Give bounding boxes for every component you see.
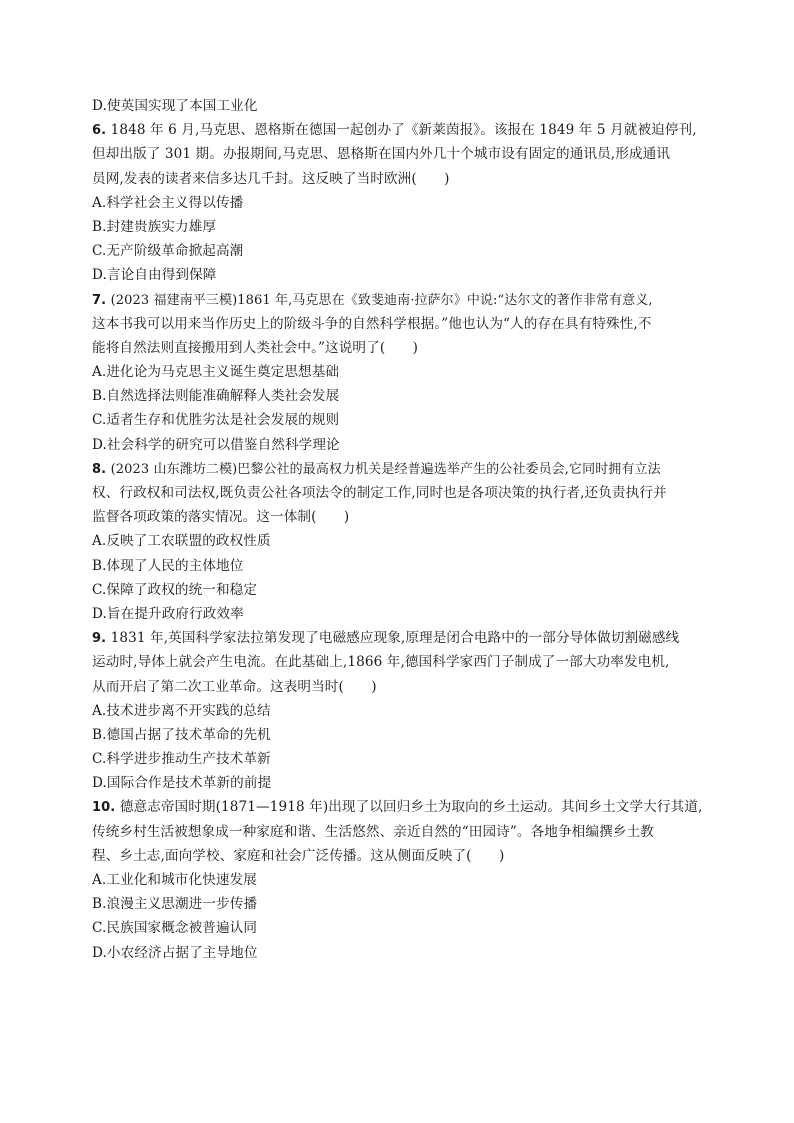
question-7-line-2: 这本书我可以用来当作历史上的阶级斗争的自然科学根据。”他也认为“人的存在具有特殊性,不	[92, 315, 652, 332]
question-6-option-c: C.无产阶级革命掀起高潮	[92, 243, 244, 260]
question-9-text-1: 1831 年,英国科学家法拉第发现了电磁感应现象,原理是闭合电路中的一部分导体做切割磁感线	[110, 630, 680, 647]
q5-option-d: D.使英国实现了本国工业化	[92, 98, 258, 114]
question-9-option-d: D.国际合作是技术革新的前提	[92, 775, 272, 792]
question-8-option-c: C.保障了政权的统一和稳定	[92, 581, 258, 598]
question-10	[92, 795, 704, 964]
question-7-option-a: A.进化论为马克思主义诞生奠定思想基础	[92, 364, 340, 381]
question-9-option-b: B.德国占据了技术革命的先机	[92, 726, 271, 743]
question-8-text-1: (2023 山东潍坊二模)巴黎公社的最高权力机关是经普遍选举产生的公社委员会,它同时拥有立法	[110, 461, 661, 477]
question-6	[92, 118, 704, 287]
question-7-option-b: B.自然选择法则能准确解释人类社会发展	[92, 388, 340, 405]
question-10-number: 10.	[92, 800, 116, 816]
question-8-option-a: A.反映了工农联盟的政权性质	[92, 533, 271, 550]
question-9-option-c: C.科学进步推动生产技术革新	[92, 751, 271, 768]
question-8-line-3: 监督各项政策的落实情况。这一体制( )	[92, 509, 350, 526]
question-9-line-1	[92, 626, 704, 650]
question-6-option-d: D.言论自由得到保障	[92, 267, 217, 284]
question-6-option-a: A.科学社会主义得以传播	[92, 194, 244, 211]
question-8-option-b: B.体现了人民的主体地位	[92, 557, 244, 574]
question-10-option-b: B.浪漫主义思潮进一步传播	[92, 896, 258, 913]
question-7-number: 7.	[92, 292, 107, 308]
question-10-line-1	[92, 795, 704, 819]
question-6-line-3: 员网,发表的读者来信多达几千封。这反映了当时欧洲( )	[92, 170, 450, 187]
question-8-number: 8.	[92, 461, 107, 477]
question-7-line-3: 能将自然法则直接搬用到人类社会中。”这说明了( )	[92, 339, 419, 356]
question-10-text-1: 德意志帝国时期(1871—1918 年)出现了以回归乡土为取向的乡土运动。其间乡土文学大行其道,	[119, 799, 703, 816]
exam-page	[92, 94, 704, 965]
question-8-line-2: 权、行政权和司法权,既负责公社各项法令的制定工作,同时也是各项决策的执行者,还负责执行并	[92, 485, 667, 501]
question-6-line-1	[92, 118, 704, 142]
question-8	[92, 457, 704, 626]
question-9-number: 9.	[92, 631, 107, 647]
question-10-option-c: C.民族国家概念被普遍认同	[92, 920, 258, 937]
question-7-option-d: D.社会科学的研究可以借鉴自然科学理论	[92, 436, 340, 453]
question-7-option-c: C.适者生存和优胜劣汰是社会发展的规则	[92, 412, 340, 429]
question-6-option-b: B.封建贵族实力雄厚	[92, 218, 217, 235]
question-7-line-1	[92, 288, 704, 312]
question-10-line-3: 程、乡土志,面向学校、家庭和社会广泛传播。这从侧面反映了( )	[92, 847, 505, 864]
question-9-line-3: 从而开启了第二次工业革命。这表明当时( )	[92, 678, 377, 695]
question-6-number: 6.	[92, 123, 107, 139]
question-10-option-d: D.小农经济占据了主导地位	[92, 944, 258, 961]
question-10-line-2: 传统乡村生活被想象成一种家庭和谐、生活悠然、亲近自然的“田园诗”。各地争相编撰乡土教	[92, 823, 654, 840]
question-8-line-1	[92, 457, 704, 481]
question-10-option-a: A.工业化和城市化快速发展	[92, 872, 257, 888]
question-9-option-a: A.技术进步离不开实践的总结	[92, 702, 271, 719]
question-8-option-d: D.旨在提升政府行政效率	[92, 605, 244, 622]
question-6-text-1: 1848 年 6 月,马克思、恩格斯在德国一起创办了《新莱茵报》。该报在 1849 年 5 月就被迫停刊,	[110, 122, 697, 139]
question-7	[92, 288, 704, 457]
question-9-line-2: 运动时,导体上就会产生电流。在此基础上,1866 年,德国科学家西门子制成了一部大功率发电机,	[92, 654, 670, 671]
question-7-text-1: (2023 福建南平三模)1861 年,马克思在《致斐迪南·拉萨尔》中说:“达尔文的著作非常有意义,	[110, 292, 653, 308]
question-6-line-2: 但却出版了 301 期。办报期间,马克思、恩格斯在国内外几十个城市设有固定的通讯员,形成通讯	[92, 146, 670, 163]
question-9	[92, 626, 704, 795]
